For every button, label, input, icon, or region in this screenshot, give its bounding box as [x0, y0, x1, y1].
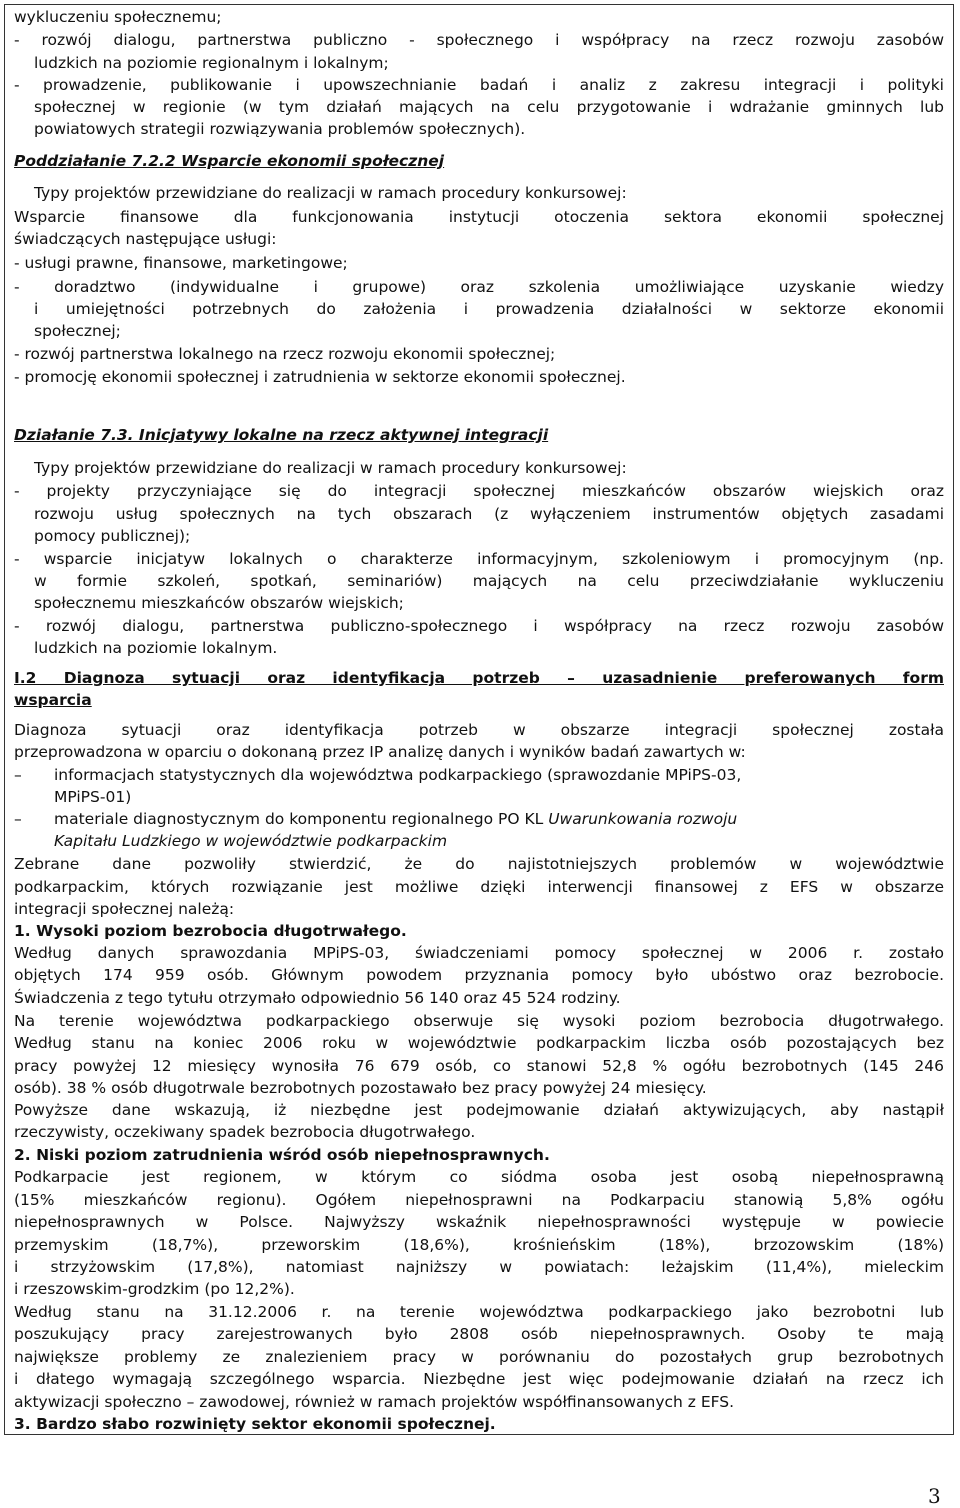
text-line: i strzyżowskim (17,8%), natomiast najniższy w powiatach: leżajskim (11,4%), mieleckim	[14, 1258, 944, 1276]
text-line: społecznej w regionie (w tym działań mających na celu przygotowanie i wdrażanie gminnych lub	[34, 98, 944, 116]
text-line: integracji społecznej należą:	[14, 900, 235, 918]
text-span: materiale diagnostycznym do komponentu regionalnego PO KL	[54, 810, 544, 828]
text-line: Na terenie województwa podkarpackiego obserwuje się wysoki poziom bezrobocia długotrwałego.	[14, 1012, 944, 1030]
text-line: MPiPS-01)	[54, 788, 132, 806]
text-line: w formie szkoleń, spotkań, seminariów) mających na celu przeciwdziałanie wykluczeniu	[34, 572, 944, 590]
text-line: rzeczywisty, oczekiwany spadek bezrobocia długotrwałego.	[14, 1123, 476, 1141]
problem-heading-1: 1. Wysoki poziom bezrobocia długotrwałego.	[14, 922, 407, 940]
text-line: objętych 174 959 osób. Głównym powodem przyznania pomocy było ubóstwo oraz bezrobocie.	[14, 966, 944, 984]
section-heading-i-2: I.2 Diagnoza sytuacji oraz identyfikacja potrzeb – uzasadnienie preferowanych form	[14, 669, 944, 687]
text-line: i dłatego wymagają szczególnego wsparcia. Niezbędne jest więc podejmowanie działań na rzecz ich	[14, 1370, 944, 1388]
text-line: i rzeszowskim-grodzkim (po 12,2%).	[14, 1280, 295, 1298]
text-line: (15% mieszkańców regionu). Ogółem niepełnosprawni na Podkarpaciu stanowią 5,8% ogółu	[14, 1191, 944, 1209]
text-line: i umiejętności potrzebnych do założenia i prowadzenia działalności w sektorze ekonomii	[34, 300, 944, 318]
section-heading-i-2-cont: wsparcia	[14, 691, 92, 709]
text-line: Zebrane dane pozwoliły stwierdzić, że do najistotniejszych problemów w województwie	[14, 855, 944, 873]
text-line: osób). 38 % osób długotrwale bezrobotnych pozostawało bez pracy powyżej 24 miesięcy.	[14, 1079, 707, 1097]
text-line: świadczących następujące usługi:	[14, 230, 277, 248]
text-line: aktywizacji społeczno – zawodowej, również w ramach projektów współfinansowanych z EFS.	[14, 1393, 735, 1411]
text-line: - doradztwo (indywidualne i grupowe) oraz szkolenia umożliwiające uzyskanie wiedzy	[14, 278, 944, 296]
text-line: największe problemy ze znalezieniem pracy w porównaniu do pozostałych grup bezrobotnych	[14, 1348, 944, 1366]
text-line: - rozwój dialogu, partnerstwa publiczno - społecznego i współpracy na rzecz rozwoju zasobów	[14, 31, 944, 49]
text-line: wykluczeniu społecznemu;	[14, 8, 222, 26]
text-line: Typy projektów przewidziane do realizacji w ramach procedury konkursowej:	[34, 459, 627, 477]
text-line: przemyskim (18,7%), przeworskim (18,6%), krośnieńskim (18%), brzozowskim (18%)	[14, 1236, 944, 1254]
text-line: Według stanu na 31.12.2006 r. na terenie województwa podkarpackiego jako bezrobotni lub	[14, 1303, 944, 1321]
text-line: ludzkich na poziomie regionalnym i lokalnym;	[34, 54, 389, 72]
text-line: - prowadzenie, publikowanie i upowszechnianie badań i analiz z zakresu integracji i polityki	[14, 76, 944, 94]
text-line: Wsparcie finansowe dla funkcjonowania instytucji otoczenia sektora ekonomii społecznej	[14, 208, 944, 226]
text-line: - promocję ekonomii społecznej i zatrudnienia w sektorze ekonomii społecznej.	[14, 368, 626, 386]
text-line: - projekty przyczyniające się do integracji społecznej mieszkańców obszarów wiejskich oraz	[14, 482, 944, 500]
text-line: - wsparcie inicjatyw lokalnych o charakterze informacyjnym, szkoleniowym i promocyjnym (np.	[14, 550, 944, 568]
text-line: informacjach statystycznych dla województwa podkarpackiego (sprawozdanie MPiPS-03,	[54, 766, 742, 784]
problem-heading-2: 2. Niski poziom zatrudnienia wśród osób niepełnosprawnych.	[14, 1146, 550, 1164]
text-line: Podkarpacie jest regionem, w którym co siódma osoba jest osobą niepełnosprawną	[14, 1168, 944, 1186]
text-line: Diagnoza sytuacji oraz identyfikacja potrzeb w obszarze integracji społecznej została	[14, 721, 944, 739]
publication-title: Kapitału Ludzkiego w województwie podkarpackim	[54, 832, 448, 850]
text-line: poszukujący pracy zarejestrowanych było 2808 osób niepełnosprawnych. Osoby te mają	[14, 1325, 944, 1343]
problem-heading-3: 3. Bardzo słabo rozwinięty sektor ekonomii społecznej.	[14, 1415, 496, 1433]
text-line: podkarpackim, których rozwiązanie jest możliwe dzięki interwencji finansowej z EFS w obszarze	[14, 878, 944, 896]
publication-title: Uwarunkowania rozwoju	[548, 810, 738, 828]
text-line: rozwoju usług społecznych na tych obszarach (z wyłączeniem instrumentów objętych zasadami	[34, 505, 944, 523]
text-line: Według stanu na koniec 2006 roku w województwie podkarpackim liczba osób pozostających bez	[14, 1034, 944, 1052]
page-number: 3	[928, 1484, 941, 1508]
text-line: niepełnosprawnych w Polsce. Najwyższy wskaźnik niepełnosprawności występuje w powiecie	[14, 1213, 944, 1231]
text-line: Typy projektów przewidziane do realizacji w ramach procedury konkursowej:	[34, 184, 627, 202]
text-line: - rozwój dialogu, partnerstwa publiczno-społecznego i współpracy na rzecz rozwoju zasobów	[14, 617, 944, 635]
text-line	[54, 808, 944, 830]
text-line: społecznej;	[34, 322, 121, 340]
text-line: ludzkich na poziomie lokalnym.	[34, 639, 278, 657]
text-line: przeprowadzona w oparciu o dokonaną przez IP analizę danych i wyników badań zawartych w:	[14, 743, 746, 761]
section-heading-7-3: Działanie 7.3. Inicjatywy lokalne na rzecz aktywnej integracji	[14, 426, 549, 444]
text-line: - usługi prawne, finansowe, marketingowe;	[14, 254, 348, 272]
text-line: Świadczenia z tego tytułu otrzymało odpowiednio 56 140 oraz 45 524 rodziny.	[14, 989, 621, 1007]
dash-bullet: –	[14, 766, 22, 784]
text-line: pracy powyżej 12 miesięcy wynosiła 76 679 osób, co stanowi 52,8 % ogółu bezrobotnych (145 246	[14, 1057, 944, 1075]
text-line: Według danych sprawozdania MPiPS-03, świadczeniami pomocy społecznej w 2006 r. zostało	[14, 944, 944, 962]
text-line: Powyższe dane wskazują, iż niezbędne jest podejmowanie działań aktywizujących, aby nastąpił	[14, 1101, 944, 1119]
text-line: powiatowych strategii rozwiązywania problemów społecznych).	[34, 120, 526, 138]
dash-bullet: –	[14, 810, 22, 828]
section-heading-7-2-2: Poddziałanie 7.2.2 Wsparcie ekonomii społecznej	[14, 152, 445, 170]
text-line: pomocy publicznej);	[34, 527, 191, 545]
text-line: społecznemu mieszkańców obszarów wiejskich;	[34, 594, 404, 612]
text-line: - rozwój partnerstwa lokalnego na rzecz rozwoju ekonomii społecznej;	[14, 345, 556, 363]
